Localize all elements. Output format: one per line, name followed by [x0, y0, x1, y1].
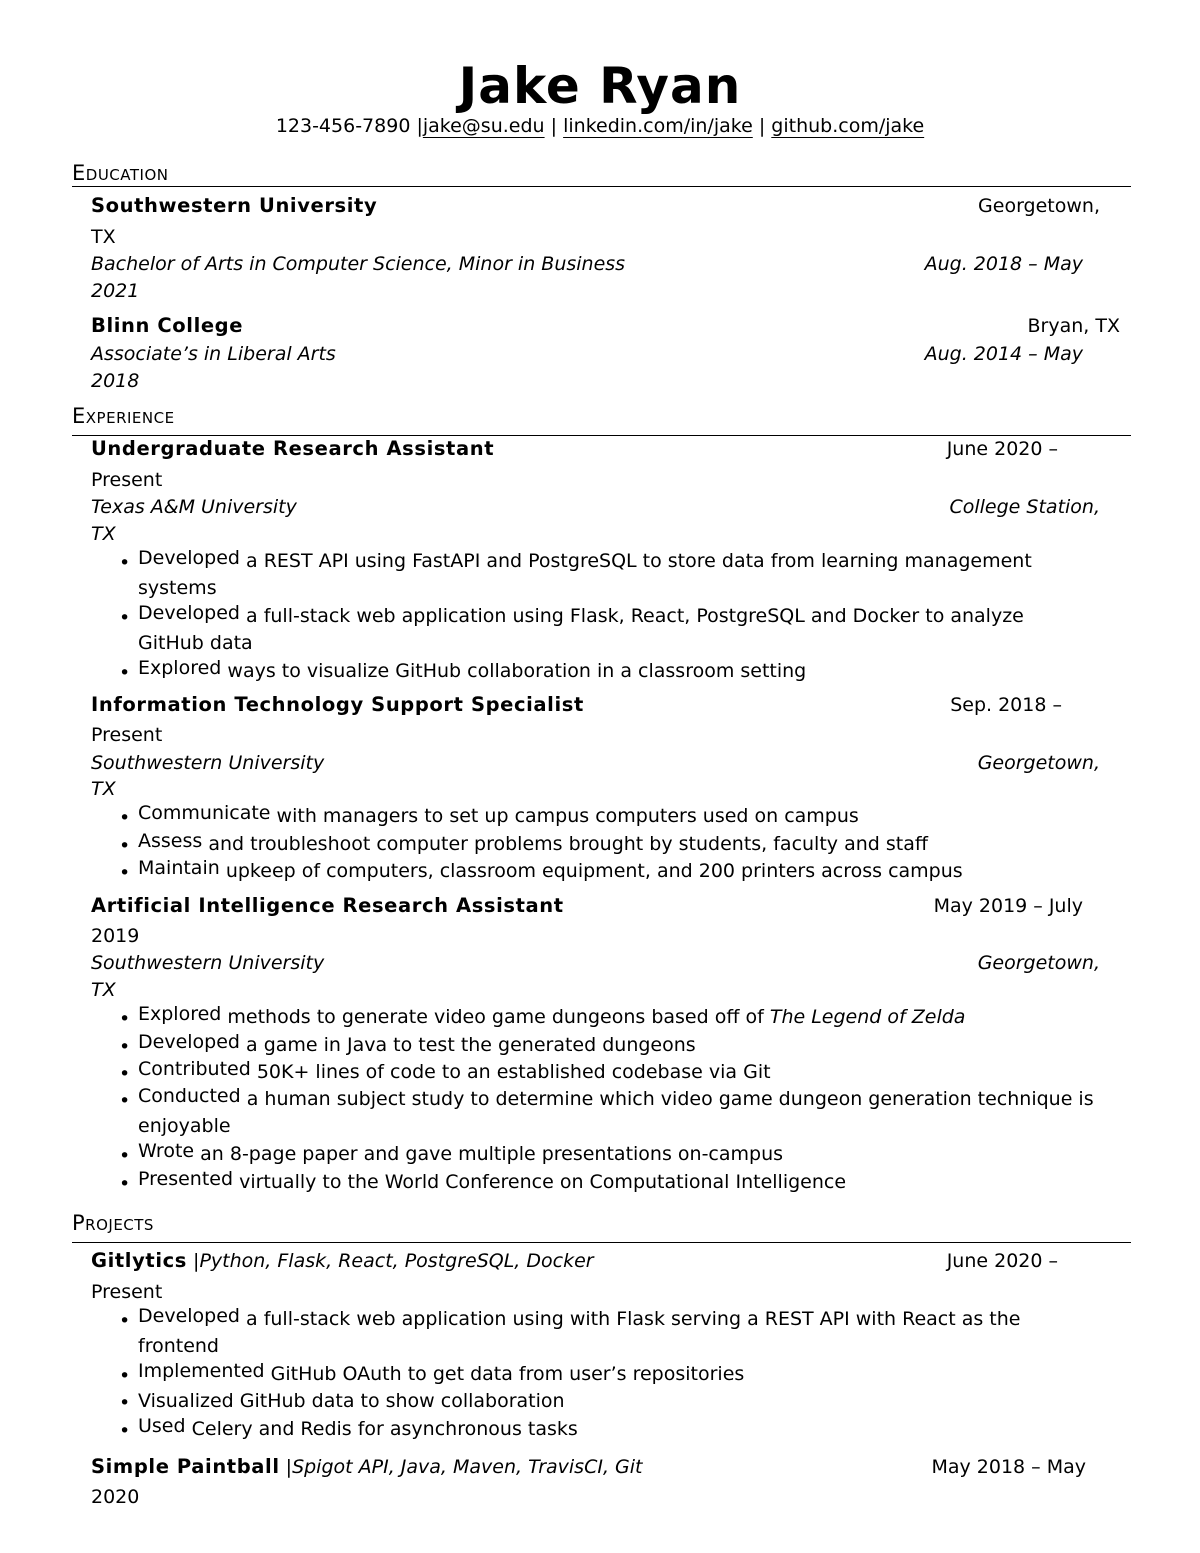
- job-location-cont: TX: [91, 778, 116, 800]
- project-heading: Gitlytics |Python, Flask, React, PostgreSQL, Docker: [91, 1249, 594, 1272]
- job-dates-cont: Present: [91, 724, 163, 746]
- bullet-icon: •: [119, 835, 131, 857]
- education-dates-cont: 2021: [91, 280, 140, 302]
- list-item: Explored ways to visualize GitHub collaboration in a classroom setting: [138, 657, 807, 682]
- job-title: Information Technology Support Specialist: [91, 693, 584, 716]
- list-item: Explored methods to generate video game dungeons based off of The Legend of Zelda: [138, 1003, 966, 1028]
- job-location: Georgetown,: [977, 952, 1100, 974]
- list-item: Conducted a human subject study to determine which video game dungeon generation technique is: [138, 1085, 1094, 1110]
- education-school: Southwestern University: [91, 194, 378, 217]
- bullet-icon: •: [119, 1145, 131, 1167]
- job-title: Artificial Intelligence Research Assistant: [91, 894, 564, 917]
- list-item-cont: GitHub data: [138, 632, 253, 654]
- contact-line: [0, 113, 1200, 139]
- education-location-cont: TX: [91, 226, 116, 248]
- bullet-icon: •: [119, 552, 131, 574]
- list-item: Communicate with managers to set up campus computers used on campus: [138, 802, 859, 827]
- candidate-name: Jake Ryan: [458, 57, 742, 115]
- bullet-icon: •: [119, 1008, 131, 1030]
- section-divider: [72, 1242, 1131, 1243]
- bullet-icon: •: [119, 1063, 131, 1085]
- section-title-projects: Projects: [72, 1211, 154, 1235]
- job-organization: Southwestern University: [91, 752, 325, 774]
- education-degree: Associate’s in Liberal Arts: [91, 343, 336, 365]
- bullet-icon: •: [119, 1310, 131, 1332]
- education-school: Blinn College: [91, 314, 244, 337]
- list-item: Wrote an 8-page paper and gave multiple presentations on-campus: [138, 1140, 784, 1165]
- education-location: Bryan, TX: [1027, 315, 1120, 337]
- list-item: Developed a game in Java to test the generated dungeons: [138, 1031, 696, 1056]
- list-item-cont: frontend: [138, 1335, 219, 1357]
- job-dates: June 2020 –: [946, 438, 1058, 460]
- job-location: College Station,: [949, 496, 1100, 518]
- bullet-icon: •: [119, 1173, 131, 1195]
- list-item: Maintain upkeep of computers, classroom equipment, and 200 printers across campus: [138, 857, 963, 882]
- list-item: Used Celery and Redis for asynchronous tasks: [138, 1415, 578, 1440]
- contact-separator: |: [416, 115, 423, 137]
- bullet-icon: •: [119, 807, 131, 829]
- education-degree: Bachelor of Arts in Computer Science, Minor in Business: [91, 253, 626, 275]
- list-item-cont: systems: [138, 577, 217, 599]
- job-title: Undergraduate Research Assistant: [91, 437, 495, 460]
- linkedin-link[interactable]: linkedin.com/in/jake: [563, 115, 753, 137]
- job-organization: Southwestern University: [91, 952, 325, 974]
- list-item: Contributed 50K+ lines of code to an established codebase via Git: [138, 1058, 771, 1083]
- section-divider: [72, 186, 1131, 187]
- job-dates: Sep. 2018 –: [950, 694, 1062, 716]
- phone-number: 123-456-7890: [275, 115, 411, 137]
- job-location: Georgetown,: [977, 752, 1100, 774]
- education-location: Georgetown,: [978, 195, 1100, 217]
- contact-separator: |: [758, 115, 766, 137]
- section-title-experience: Experience: [72, 404, 175, 428]
- project-dates: June 2020 –: [946, 1250, 1058, 1272]
- job-organization: Texas A&M University: [91, 496, 297, 518]
- bullet-icon: •: [119, 862, 131, 884]
- list-item: Developed a REST API using FastAPI and PostgreSQL to store data from learning management: [138, 547, 1032, 572]
- list-item-cont: enjoyable: [138, 1115, 231, 1137]
- bullet-icon: •: [119, 662, 131, 684]
- bullet-icon: •: [119, 1365, 131, 1387]
- list-item: Developed a full-stack web application using Flask, React, PostgreSQL and Docker to analyze: [138, 602, 1024, 627]
- project-dates-cont: 2020: [91, 1486, 140, 1508]
- list-item: Presented virtually to the World Conference on Computational Intelligence: [138, 1168, 847, 1193]
- education-dates: Aug. 2018 – May: [924, 253, 1083, 275]
- job-dates-cont: Present: [91, 469, 163, 491]
- list-item: Visualized GitHub data to show collaboration: [138, 1390, 565, 1412]
- list-item: Assess and troubleshoot computer problems brought by students, faculty and staff: [138, 830, 928, 855]
- list-item: Developed a full-stack web application using with Flask serving a REST API with React as the: [138, 1305, 1021, 1330]
- job-location-cont: TX: [91, 979, 116, 1001]
- job-dates-cont: 2019: [91, 925, 140, 947]
- education-dates: Aug. 2014 – May: [924, 343, 1083, 365]
- email-link[interactable]: jake@su.edu: [422, 115, 545, 137]
- list-item: Implemented GitHub OAuth to get data from user’s repositories: [138, 1360, 745, 1385]
- section-title-education: Education: [72, 161, 169, 185]
- education-dates-cont: 2018: [91, 370, 140, 392]
- contact-separator: |: [550, 115, 558, 137]
- bullet-icon: •: [119, 1420, 131, 1442]
- bullet-icon: •: [119, 1036, 131, 1058]
- github-link[interactable]: github.com/jake: [771, 115, 925, 137]
- project-dates-cont: Present: [91, 1281, 163, 1303]
- project-heading: Simple Paintball |Spigot API, Java, Maven, TravisCI, Git: [91, 1455, 643, 1478]
- project-dates: May 2018 – May: [931, 1456, 1086, 1478]
- job-dates: May 2019 – July: [933, 895, 1083, 917]
- bullet-icon: •: [119, 1090, 131, 1112]
- bullet-icon: •: [119, 1392, 131, 1414]
- bullet-icon: •: [119, 607, 131, 629]
- job-location-cont: TX: [91, 523, 116, 545]
